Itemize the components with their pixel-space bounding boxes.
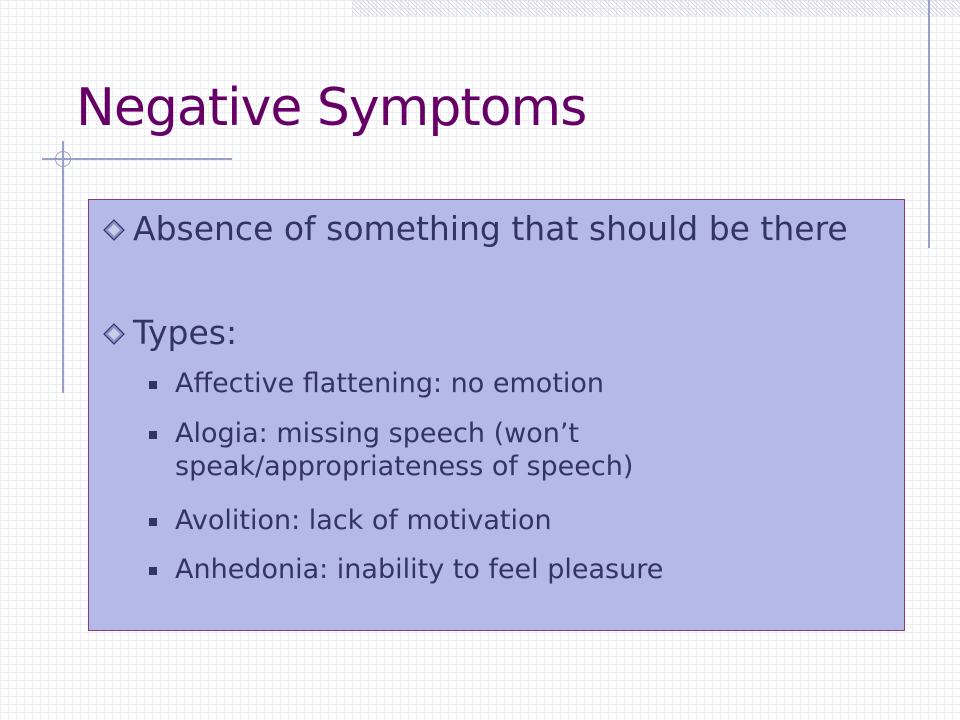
sub-bullet-item	[147, 504, 775, 537]
bullet-text: Types:	[133, 313, 238, 352]
diamond-icon	[103, 219, 125, 241]
square-icon	[149, 567, 157, 575]
right-vertical-rule	[928, 0, 930, 248]
bullet-item	[103, 312, 237, 353]
square-icon	[149, 518, 157, 526]
sub-bullet-text: Affective flattening: no emotion	[175, 368, 605, 399]
sub-bullet-item	[147, 417, 745, 483]
diamond-icon	[103, 323, 125, 345]
crosshair-circle-icon	[55, 151, 71, 167]
bullet-text: Absence of something that should be there	[133, 209, 848, 248]
top-hatch-decoration	[352, 0, 960, 16]
content-box	[88, 199, 905, 631]
bullet-item	[103, 208, 853, 249]
sub-bullet-item	[147, 553, 775, 586]
sub-bullet-item	[147, 367, 775, 400]
square-icon	[149, 431, 157, 439]
square-icon	[149, 381, 157, 389]
sub-bullet-text: Avolition: lack of motivation	[175, 505, 552, 536]
sub-bullet-text: Alogia: missing speech (won’t speak/appropriateness of speech)	[175, 418, 634, 482]
left-vertical-rule	[62, 141, 64, 393]
sub-bullet-text: Anhedonia: inability to feel pleasure	[175, 554, 664, 585]
slide-title: Negative Symptoms	[76, 78, 587, 138]
